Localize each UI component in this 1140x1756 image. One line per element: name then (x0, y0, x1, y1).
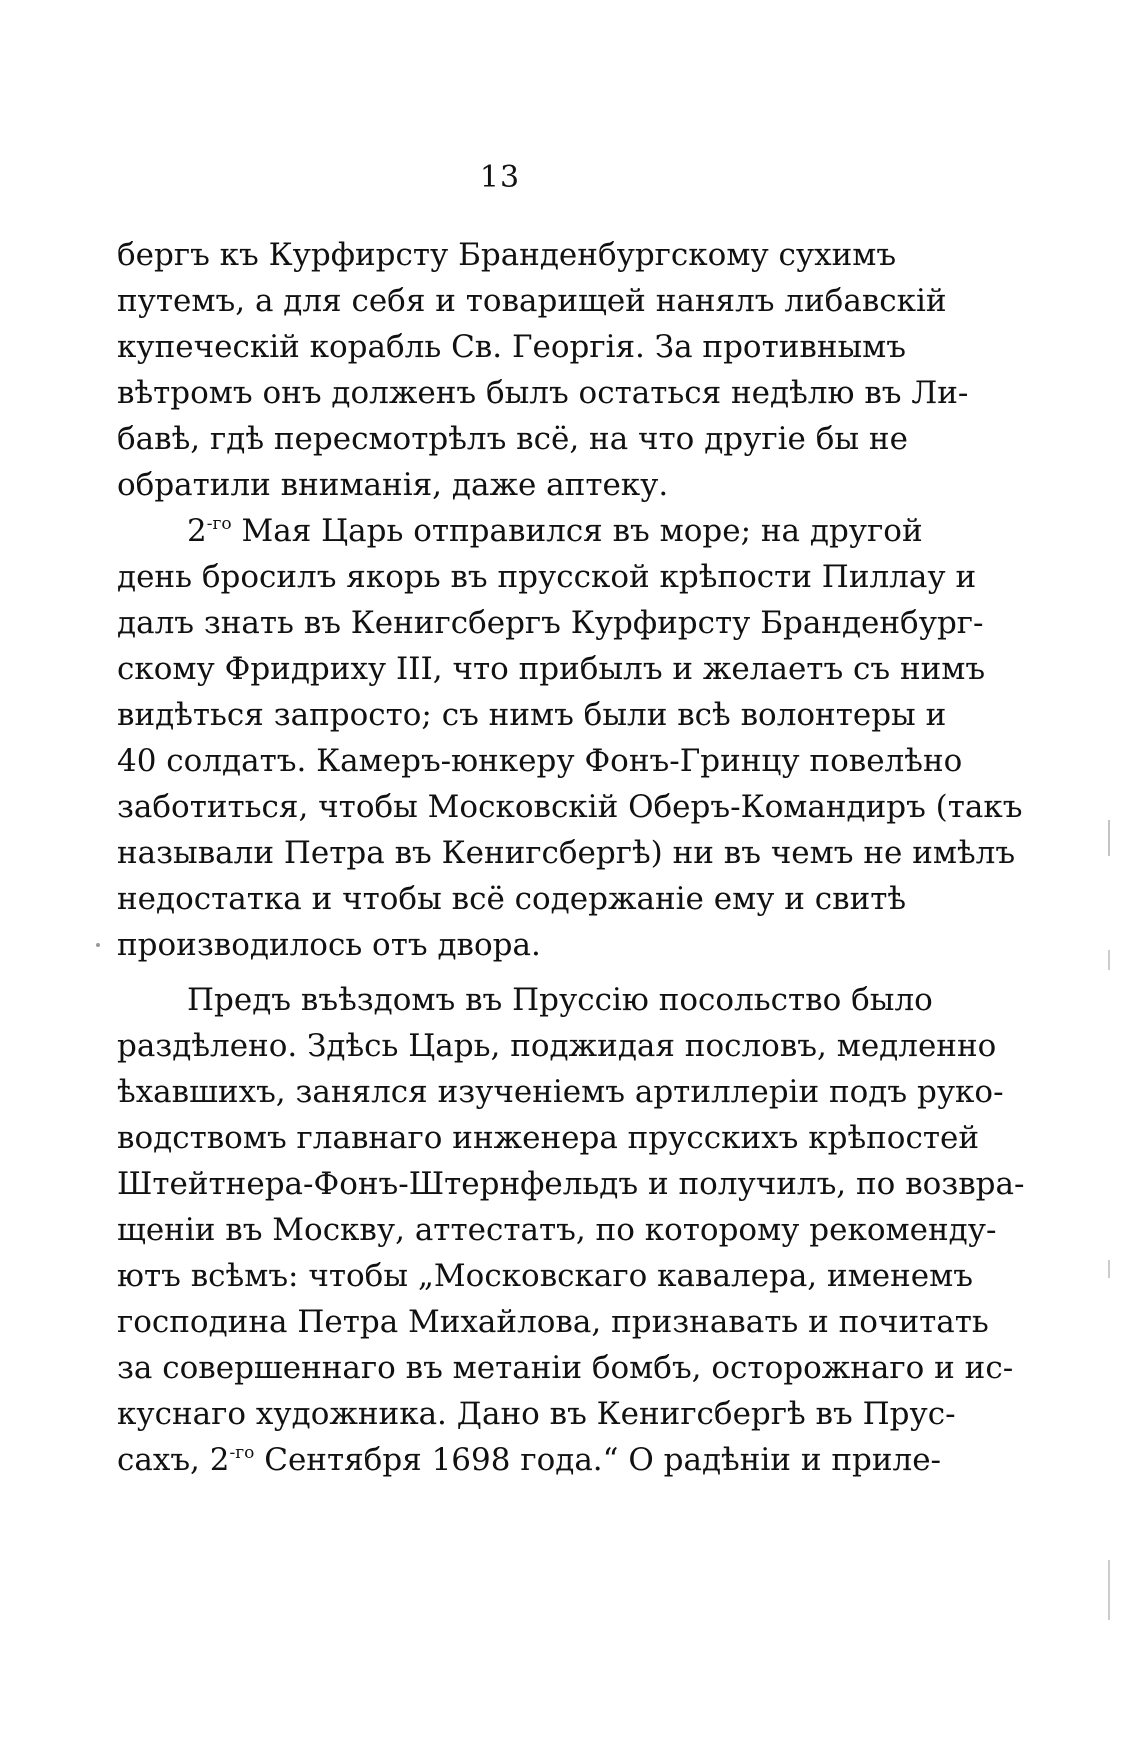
text-line: производилось отъ двора. (117, 927, 541, 963)
scan-mark (1108, 950, 1110, 970)
text-line (117, 1437, 942, 1483)
text-line: бавѣ, гдѣ пересмотрѣлъ всё, на что другіе бы не (117, 421, 908, 457)
text-line: далъ знать въ Кенигсбергъ Курфирсту Бранденбург- (117, 605, 984, 641)
text-line: ютъ всѣмъ: чтобы „Московскаго кавалера, именемъ (117, 1258, 973, 1294)
scan-mark (1108, 1560, 1110, 1620)
text-line: называли Петра въ Кенигсбергѣ) ни въ чемъ не имѣлъ (117, 835, 1016, 871)
text-line: водствомъ главнаго инженера прусскихъ крѣпостей (117, 1120, 979, 1156)
text-line: недостатка и чтобы всё содержаніе ему и свитѣ (117, 881, 907, 917)
text-line: щеніи въ Москву, аттестатъ, по которому рекоменду- (117, 1212, 997, 1248)
text-line: заботиться, чтобы Московскій Оберъ-Командиръ (такъ (117, 789, 1023, 825)
text-line: за совершеннаго въ метаніи бомбъ, осторожнаго и ис- (117, 1350, 1014, 1386)
superscript: -го (229, 1443, 255, 1464)
text-fragment: 2 (187, 513, 207, 549)
text-fragment: Сентября 1698 года.“ О радѣніи и приле- (254, 1442, 942, 1478)
text-line: видѣться запросто; съ нимъ были всѣ волонтеры и (117, 697, 947, 733)
text-line: ѣхавшихъ, занялся изученіемъ артиллеріи подъ руко- (117, 1074, 1004, 1110)
text-line: путемъ, а для себя и товарищей нанялъ либавскій (117, 283, 947, 319)
text-line: скому Фридриху III, что прибылъ и желаетъ съ нимъ (117, 651, 986, 687)
text-line: раздѣлено. Здѣсь Царь, поджидая пословъ, медленно (117, 1028, 997, 1064)
text-line: вѣтромъ онъ долженъ былъ остаться недѣлю въ Ли- (117, 375, 969, 411)
text-fragment: сахъ, 2 (117, 1442, 230, 1478)
scan-mark (1108, 820, 1110, 856)
text-line: Предъ въѣздомъ въ Пруссію посольство было (187, 982, 933, 1018)
text-line (117, 508, 923, 554)
scan-mark (1108, 1260, 1110, 1278)
body-text (117, 232, 1025, 1483)
text-line: купеческій корабль Св. Георгія. За противнымъ (117, 329, 907, 365)
text-line: день бросилъ якорь въ прусской крѣпости Пиллау и (117, 559, 977, 595)
superscript: -го (206, 514, 232, 535)
text-line: бергъ къ Курфирсту Бранденбургскому сухимъ (117, 237, 897, 273)
text-line: Штейтнера-Фонъ-Штернфельдъ и получилъ, по возвра- (117, 1166, 1025, 1202)
text-fragment: Мая Царь отправился въ море; на другой (231, 513, 923, 549)
text-line: куснаго художника. Дано въ Кенигсбергѣ въ Прус- (117, 1396, 956, 1432)
page-number: 13 (479, 160, 521, 195)
text-line: господина Петра Михайлова, признавать и почитать (117, 1304, 989, 1340)
text-line: обратили вниманія, даже аптеку. (117, 467, 669, 503)
text-line: 40 солдатъ. Камеръ-юнкеру Фонъ-Гринцу повелѣно (117, 743, 963, 779)
scan-mark (96, 943, 100, 947)
